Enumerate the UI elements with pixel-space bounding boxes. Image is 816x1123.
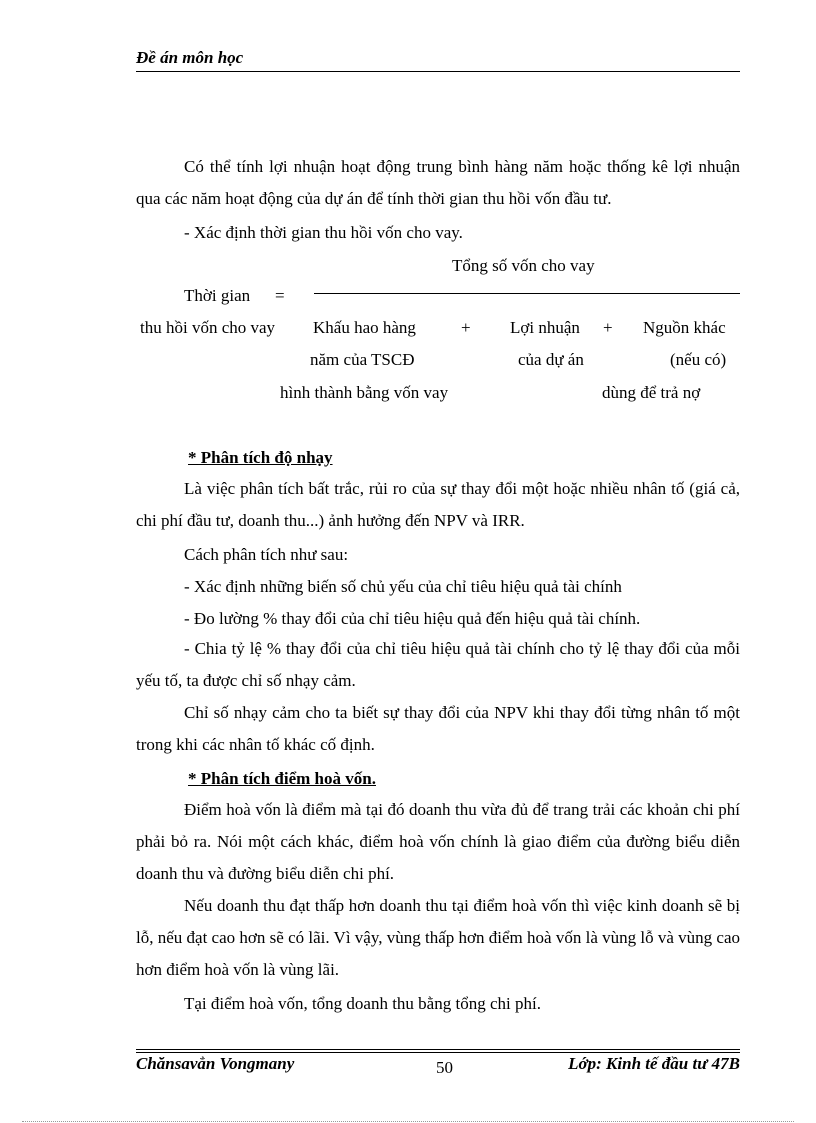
formula-term2-line2: của dự án	[518, 350, 584, 369]
item-sensitivity-index: - Chia tỷ lệ % thay đổi của chỉ tiêu hiệu quả tài chính cho tỷ lệ thay đổi của mỗi yếu tố, ta được chỉ số nhạy cảm.	[136, 639, 740, 690]
paragraph-sensitivity-definition: Là việc phân tích bất trắc, rủi ro của sự thay đổi một hoặc nhiều nhân tố (giá cả, chi phí đầu tư, doanh thu...) ảnh hưởng đến NPV và IRR.	[136, 479, 740, 530]
footer-divider-top	[136, 1049, 740, 1050]
formula-term1-line2: năm của TSCĐ	[310, 350, 415, 369]
paragraph-method-intro: Cách phân tích như sau:	[184, 545, 349, 564]
item-measure-change: - Đo lường % thay đổi của chỉ tiêu hiệu quả đến hiệu quả tài chính.	[184, 609, 641, 628]
paragraph-breakeven-profit-loss: Nếu doanh thu đạt thấp hơn doanh thu tại điểm hoà vốn thì việc kinh doanh sẽ bị lỗ, nếu đạt cao hơn sẽ có lãi. Vì vậy, vùng thấp hơn điểm hoà vốn là vùng lỗ và vùng cao hơn điểm hoà vốn là vùng lãi.	[136, 896, 740, 979]
paragraph-profit-calculation: Có thể tính lợi nhuận hoạt động trung bình hàng năm hoặc thống kê lợi nhuận qua các năm hoạt động của dự án để tính thời gian thu hồi vốn đầu tư.	[136, 157, 740, 208]
heading-breakeven-analysis: * Phân tích điểm hoà vốn.	[188, 769, 376, 788]
formula-lhs-line2: thu hồi vốn cho vay	[140, 318, 276, 337]
item-identify-variables: - Xác định những biến số chủ yếu của chỉ tiêu hiệu quả tài chính	[184, 577, 622, 596]
formula-term3-line1: Nguồn khác	[643, 318, 726, 337]
formula-term3-line2: (nếu có)	[670, 350, 727, 369]
page-edge	[22, 1121, 794, 1122]
formula-plus-2: +	[603, 318, 613, 337]
paragraph-breakeven-equality: Tại điểm hoà vốn, tổng doanh thu bằng tổng chi phí.	[184, 994, 541, 1013]
formula-equals-sign: =	[275, 286, 285, 305]
formula-lhs-line1: Thời gian	[184, 286, 251, 305]
formula-term3-line3: dùng để trả nợ	[602, 383, 701, 402]
formula-term1-line3: hình thành bằng vốn vay	[280, 383, 449, 402]
paragraph-breakeven-definition: Điểm hoà vốn là điểm mà tại đó doanh thu vừa đủ để trang trải các khoản chi phí phải bỏ ra. Nói một cách khác, điểm hoà vốn chính là giao điểm của đường biểu diễn doanh thu và đường biểu diễn chi phí.	[136, 800, 740, 883]
formula-fraction-bar	[314, 293, 740, 294]
header-divider	[136, 71, 740, 72]
formula-term1-line1: Khấu hao hàng	[313, 318, 416, 337]
footer-class-label: Lớp: Kinh tế đầu tư 47B	[568, 1054, 740, 1073]
formula-plus-1: +	[461, 318, 471, 337]
formula-term2-line1: Lợi nhuận	[510, 318, 580, 337]
item-loan-recovery: - Xác định thời gian thu hồi vốn cho vay.	[184, 223, 463, 242]
footer-divider-bottom	[136, 1052, 740, 1053]
page-number: 50	[436, 1058, 453, 1077]
document-header-title: Đề án môn học	[136, 48, 244, 67]
heading-sensitivity-analysis: * Phân tích độ nhạy	[188, 448, 333, 467]
footer-author: Chănsavẳn Vongmany	[136, 1054, 295, 1073]
formula-numerator: Tổng số vốn cho vay	[452, 256, 595, 275]
paragraph-sensitivity-meaning: Chỉ số nhạy cảm cho ta biết sự thay đổi của NPV khi thay đổi từng nhân tố một trong khi các nhân tố khác cố định.	[136, 703, 740, 754]
